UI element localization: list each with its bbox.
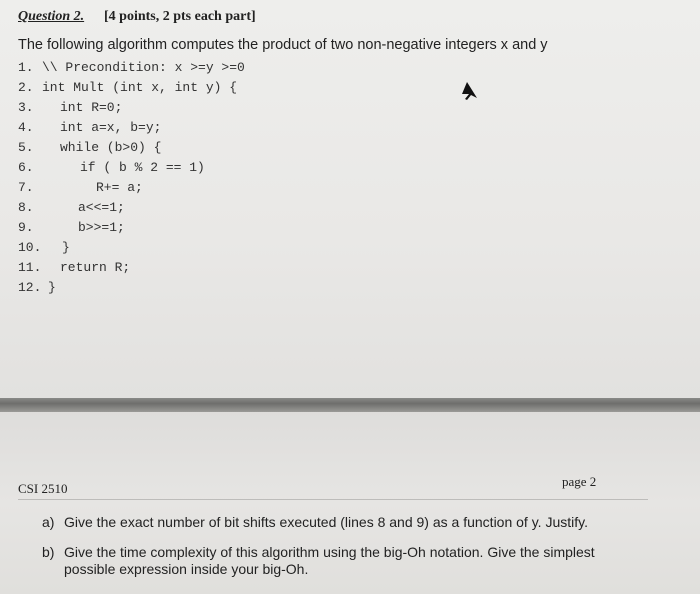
part-label: a) bbox=[42, 514, 55, 530]
code-line bbox=[18, 158, 205, 178]
code-line bbox=[18, 258, 130, 278]
line-code: \\ Precondition: x >=y >=0 bbox=[42, 60, 245, 75]
line-number: 8. bbox=[18, 200, 34, 215]
course-code: CSI 2510 bbox=[18, 481, 68, 496]
line-number: 5. bbox=[18, 140, 34, 155]
line-code: return R; bbox=[60, 260, 131, 275]
code-line bbox=[18, 58, 245, 78]
part-text: Give the time complexity of this algorithm using the big-Oh notation. Give the simplest possible expression inside your big-Oh. bbox=[64, 544, 595, 577]
code-line bbox=[18, 218, 125, 238]
code-line bbox=[18, 138, 161, 158]
line-number: 7. bbox=[18, 180, 34, 195]
part-text: Give the exact number of bit shifts executed (lines 8 and 9) as a function of y. Justify. bbox=[64, 514, 588, 530]
line-number: 4. bbox=[18, 120, 34, 135]
line-code: int R=0; bbox=[60, 100, 123, 115]
line-code: while (b>0) { bbox=[60, 140, 162, 155]
code-line bbox=[18, 198, 125, 218]
line-code: if ( b % 2 == 1) bbox=[80, 160, 205, 175]
page-gap bbox=[0, 398, 700, 412]
code-line bbox=[18, 178, 143, 198]
question-points: [4 points, 2 pts each part] bbox=[104, 9, 256, 24]
code-line bbox=[18, 118, 161, 138]
line-number: 6. bbox=[18, 160, 34, 175]
line-number: 9. bbox=[18, 220, 34, 235]
line-code: } bbox=[62, 240, 70, 255]
intro-text: The following algorithm computes the product of two non-negative integers x and y bbox=[18, 37, 548, 53]
line-code: b>>=1; bbox=[78, 220, 125, 235]
line-number: 11. bbox=[18, 260, 42, 275]
footer-divider bbox=[18, 499, 648, 500]
question-title: Question 2. bbox=[18, 9, 85, 24]
line-number: 1. bbox=[18, 60, 34, 75]
line-number: 2. bbox=[18, 80, 34, 95]
code-line bbox=[18, 78, 237, 98]
line-code: int a=x, b=y; bbox=[60, 120, 162, 135]
part-label: b) bbox=[42, 544, 55, 560]
line-code: R+= a; bbox=[96, 180, 143, 195]
line-code: } bbox=[48, 280, 56, 295]
code-line bbox=[18, 238, 70, 258]
page-number: page 2 bbox=[562, 474, 597, 489]
line-code: int Mult (int x, int y) { bbox=[42, 80, 238, 95]
line-number: 3. bbox=[18, 100, 34, 115]
line-number: 10. bbox=[18, 240, 42, 255]
code-line bbox=[18, 278, 56, 298]
line-code: a<<=1; bbox=[78, 200, 125, 215]
code-line bbox=[18, 98, 122, 118]
line-number: 12. bbox=[18, 280, 42, 295]
question-header bbox=[18, 9, 256, 25]
